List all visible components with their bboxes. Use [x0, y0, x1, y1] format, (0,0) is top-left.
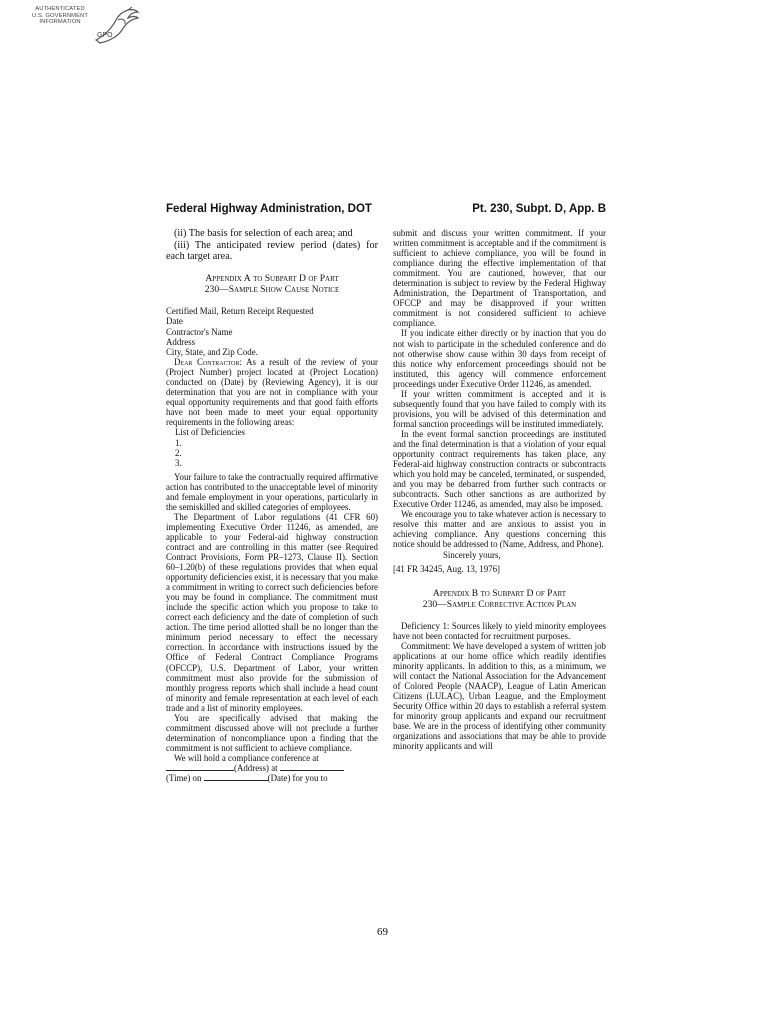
- paragraph-accepted: If your written commitment is accepted and it is subsequently found that you have failed to comply with its provisions, you will be advised of this determination and formal sanction proceedings will be instituted immediately.: [393, 388, 606, 429]
- gpo-label: GPO: [97, 32, 113, 39]
- paragraph-sanctions: In the event formal sanction proceedings are instituted and the final determination is that a violation of your equal opportunity contract requirements has taken place, any Federal-aid highway construction contracts or subcontracts which you hold may be canceled, terminated, or suspended, and you may be debarred from further such contracts or subcontracts. Such other sanctions as are authorized by Executive Order 11246, as amended, may also be imposed.: [393, 428, 606, 510]
- appendix-a-title-1: Appendix A: [205, 273, 251, 285]
- conference-text-d: (Date) for you to: [267, 773, 328, 784]
- item-iii: (iii) The anticipated review period (dates) for each target area.: [166, 239, 378, 263]
- seal-line-1: AUTHENTICATED: [35, 6, 85, 12]
- list-item: 2.: [175, 447, 182, 458]
- left-column: [166, 228, 378, 783]
- gpo-authentication-seal: [28, 6, 146, 46]
- seal-line-3: INFORMATION: [39, 19, 81, 26]
- address-line: Address: [166, 336, 196, 347]
- address-blank: [166, 763, 234, 771]
- running-header: [166, 203, 606, 219]
- appendix-a-title-3: Subpart: [264, 273, 297, 285]
- appendix-a-title-5: of: [308, 273, 318, 285]
- header-agency: Federal Highway Administration, DOT: [166, 203, 372, 215]
- deficiency-list: [166, 427, 378, 467]
- salutation: Dear Contractor:: [174, 357, 242, 368]
- paragraph-advisory: You are specifically advised that making the commitment discussed above will not preclude a further determination of noncompliance upon a finding that the commitment is not sufficient to achieve compliance.: [166, 712, 378, 753]
- page-number: 69: [377, 926, 388, 938]
- address-line: Contractor's Name: [166, 326, 233, 337]
- appendix-b-title: Appendix B to Subpart D of Part: [432, 587, 567, 599]
- paragraph-encourage: We encourage you to take whatever action is necessary to resolve this matter and are anxious to assist you in achieving compliance. Any questions concerning this notice should be addressed to (Name, Address, and Phone).: [393, 509, 606, 550]
- appendix-b-part-number: 230—: [422, 598, 447, 610]
- time-blank: [280, 763, 344, 771]
- address-block: [166, 306, 378, 357]
- list-item: 1.: [175, 437, 182, 448]
- conference-text-c: (Time) on: [166, 773, 202, 784]
- paragraph-inaction: If you indicate either directly or by inaction that you do not wish to participate in the scheduled conference and do not otherwise show cause within 30 days from receipt of this notice why enforcement proceedings should not be instituted, this agency will commence enforcement proceedings under Executive Order 11246, as amended.: [393, 328, 606, 389]
- appendix-a-part-number: 230—: [204, 284, 229, 296]
- appendix-a-title-4: D: [299, 273, 306, 285]
- paragraph-commitment: Commitment: We have developed a system of written job applications at our home office which readily identifies minority applicants. In addition to this, as a minimum, we will contact the National Association for the Advancement of Colored People (NAACP), League of Latin American Citizens (LULAC), Urban League, and the Employment Security Office within 20 days to establish a referral system for minority group applicants and expand our recruitment base. We are in the process of identifying other community organizations and associations that may be able to provide minority applicants and will: [393, 640, 606, 752]
- appendix-a-title-2: to: [253, 273, 263, 285]
- appendix-a-subtitle: Sample Show Cause Notice: [228, 284, 340, 296]
- address-line: City, State, and Zip Code.: [166, 346, 258, 357]
- item-ii: (ii) The basis for selection of each area; and: [174, 228, 353, 239]
- paragraph-regulations: The Department of Labor regulations (41 CFR 60) implementing Executive Order 11246, as amended, are applicable to your Federal-aid highway construction contract and are controlling in this matter (see Required Contract Provisions, Form PR–1273, Clause II). Section 60–1.20(b) of these regulations provides that when equal opportunity deficiencies exist, it is necessary that you make a commitment in writing to correct such deficiencies before you may be found in compliance. The commitment must include the specific action which you propose to take to correct each deficiency and the date of completion of such action. The time period allotted shall be no longer than the minimum period necessary to effect the necessary correction. In accordance with instructions issued by the Office of Federal Contract Compliance Programs (OFCCP), U.S. Department of Labor, your written commitment must also provide for the submission of monthly progress reports which shall include a head count of minority and female representation at each level of each trade and a list of minority employees.: [166, 511, 378, 713]
- address-line: Certified Mail, Return Receipt Requested: [166, 306, 314, 317]
- closing: Sincerely yours,: [443, 549, 501, 560]
- authentication-text: [28, 6, 92, 26]
- list-item: 3.: [175, 457, 182, 468]
- right-column: [393, 228, 606, 751]
- citation: [41 FR 34245, Aug. 13, 1976]: [393, 563, 500, 574]
- appendix-a-heading: [166, 273, 378, 295]
- header-section: Pt. 230, Subpt. D, App. B: [472, 203, 606, 215]
- paragraph-intro-text: As a result of the review of your (Project Number) project located at (Project Location) conducted on (Date) by (Reviewing Agency), it is our determination that you are not in compliance with your equal opportunity requirements and that good faith efforts have not been made to meet your equal opportunity requirements in the following areas:: [166, 357, 379, 428]
- address-line: Date: [166, 316, 183, 327]
- appendix-b-heading: [393, 588, 606, 610]
- conference-text-b: (Address) at: [234, 763, 278, 773]
- appendix-a-title-6: Part: [319, 273, 339, 285]
- paragraph-conference: [166, 753, 378, 783]
- paragraph-failure: Your failure to take the contractually required affirmative action has contributed to the unacceptable level of minority and female employment in your operations, particularly in the semiskilled and skilled categories of employees.: [166, 471, 378, 512]
- eagle-logo-icon: [92, 6, 144, 46]
- paragraph-intro: [166, 357, 378, 427]
- date-blank: [204, 773, 268, 781]
- paragraph-commitment-review: submit and discuss your written commitment. If your written commitment is acceptable and if the commitment is sufficient to achieve compliance, you will be found in compliance during the effective implementation of that commitment. You are cautioned, however, that our determination is subject to review by the Federal Highway Administration, the Department of Transportation, and OFCCP and may be disapproved if your written commitment is not considered sufficient to achieve compliance.: [393, 228, 606, 329]
- paragraph-deficiency: Deficiency 1: Sources likely to yield minority employees have not been contacted for recruitment purposes.: [393, 620, 606, 641]
- appendix-b-subtitle: Sample Corrective Action Plan: [446, 598, 577, 610]
- list-title: List of Deficiencies: [175, 427, 245, 438]
- conference-text-a: We will hold a compliance conference at: [174, 752, 319, 763]
- seal-line-2: U.S. GOVERNMENT: [32, 12, 88, 19]
